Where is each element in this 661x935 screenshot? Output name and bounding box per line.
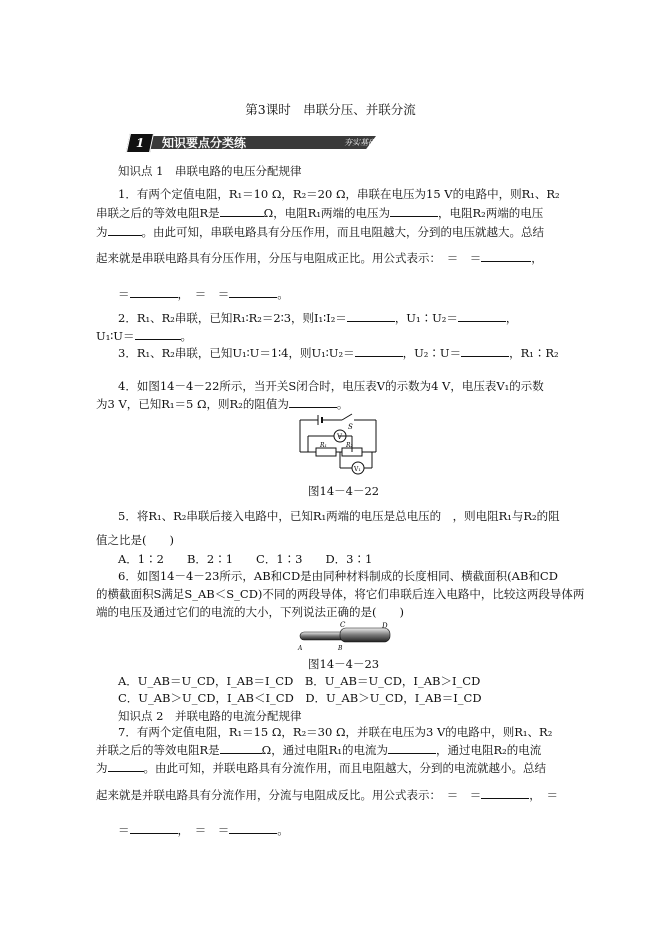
text: 串联之后的等效电阻R是 (96, 206, 220, 220)
page-title: 第3课时 串联分压、并联分流 (245, 102, 416, 117)
q7-line-a: 7．有两个定值电阻，R₁＝15 Ω，R₂＝30 Ω，并联在电压为3 V的电路中，则R₁、R₂ (118, 725, 553, 739)
q6-line-b: 的横截面积S满足S_AB＜S_CD)不同的两段导体，将它们串联后连入电路中，比较这两段导体两 (96, 587, 585, 601)
text: ，U₁∶U₂＝ (394, 311, 458, 325)
text: ，U₂∶U＝ (402, 346, 462, 360)
q6-line-a: 6．如图14－4－23所示，AB和CD是由同种材料制成的长度相同、横截面积(AB和CD (118, 569, 558, 583)
text: 起来就是串联电路具有分压作用，分压与电阻成正比。用公式表示： ＝ ＝ (96, 251, 482, 265)
voltmeter-v-label: V (337, 433, 343, 441)
q1-line-d (96, 250, 543, 266)
circuit-diagram (296, 412, 380, 480)
text: ，R₁∶R₂ (509, 346, 559, 360)
figure-23-caption: 图14－4－23 (308, 657, 380, 671)
r2-label: R₂ (346, 442, 353, 449)
figure-22-caption: 图14－4－22 (308, 484, 380, 498)
answer-blank[interactable] (347, 310, 395, 322)
text: ， ＝ ＝ (177, 287, 230, 301)
q1-line-e (118, 286, 289, 302)
section-heading-2: 知识点 2 并联电路的电流分配规律 (118, 709, 302, 723)
q6-line-c: 端的电压及通过它们的电流的大小，下列说法正确的是( ) (96, 605, 404, 619)
voltmeter-v1-label: V₁ (354, 466, 361, 473)
text: 2．R₁、R₂串联，已知R₁∶R₂＝2∶3，则I₁∶I₂＝ (118, 311, 347, 325)
q1-line-b (96, 205, 543, 221)
answer-blank[interactable] (108, 224, 142, 236)
banner-subtitle: 夯实基础 (344, 138, 376, 147)
text: 为 (96, 761, 108, 775)
q7-line-b (96, 742, 541, 758)
text: 。由此可知，并联电路具有分流作用，而且电阻越大，分到的电流就越小。总结 (143, 761, 546, 775)
q3-line-a (118, 345, 559, 361)
r1-label: R₁ (320, 442, 327, 449)
q1-line-c (96, 224, 544, 240)
answer-blank[interactable] (481, 250, 531, 262)
text: ， ＝ (529, 788, 558, 802)
text: 为3 V，已知R₁＝5 Ω，则R₂的阻值为 (96, 397, 289, 411)
q7-line-e (118, 822, 289, 838)
answer-blank[interactable] (130, 286, 178, 298)
text: 。 (277, 823, 289, 837)
section-heading-1: 知识点 1 串联电路的电压分配规律 (118, 164, 302, 178)
q4-line-b (96, 396, 348, 412)
q7-line-c (96, 760, 546, 776)
text: Ω，通过电阻R₁的电流为 (261, 743, 388, 757)
text: Ω，电阻R₁两端的电压为 (263, 206, 390, 220)
q6-option-ab: A．U_AB＝U_CD，I_AB＝I_CD B．U_AB＝U_CD，I_AB＞I_CD (118, 674, 481, 688)
answer-blank[interactable] (289, 396, 337, 408)
q4-line-a: 4．如图14－4－22所示，当开关S闭合时，电压表V的示数为4 V，电压表V₁的示数 (118, 379, 544, 393)
text: 。 (336, 397, 349, 411)
answer-blank[interactable] (458, 310, 506, 322)
conductor-diagram (296, 620, 396, 652)
text: 。 (277, 287, 289, 301)
label-c: C (340, 621, 346, 629)
text: 3．R₁、R₂串联，已知U₁∶U＝1∶4，则U₁∶U₂＝ (118, 346, 355, 360)
text: ， (505, 311, 518, 325)
answer-blank[interactable] (388, 742, 436, 754)
answer-blank[interactable] (220, 742, 262, 754)
answer-blank[interactable] (229, 286, 277, 298)
switch-label: S (348, 423, 353, 431)
text: 并联之后的等效电阻R是 (96, 743, 220, 757)
answer-blank[interactable] (229, 822, 277, 834)
answer-blank[interactable] (108, 760, 144, 772)
text: ＝ (118, 823, 130, 837)
text: ， ＝ ＝ (177, 823, 230, 837)
text: 起来就是并联电路具有分流作用，分流与电阻成反比。用公式表示： ＝ ＝ (96, 788, 482, 802)
section-banner (118, 132, 386, 152)
text: ， (531, 251, 543, 265)
text: ＝ (118, 287, 130, 301)
q5-line-a: 5．将R₁、R₂串联后接入电路中，已知R₁两端的电压是总电压的 ，则电阻R₁与R₂的阻 (118, 509, 560, 523)
q1-line-a: 1．有两个定值电阻，R₁＝10 Ω，R₂＝20 Ω，串联在电压为15 V的电路中，则R₁、R₂ (118, 187, 560, 201)
answer-blank[interactable] (390, 205, 438, 217)
q2-line-b (96, 328, 192, 344)
banner-number: 1 (126, 133, 154, 153)
answer-blank[interactable] (130, 822, 178, 834)
q5-line-b: 值之比是( ) (96, 533, 174, 547)
text: U₁∶U＝ (96, 329, 135, 343)
text: ，电阻R₂两端的电压 (437, 206, 544, 220)
text: ，通过电阻R₂的电流 (435, 743, 542, 757)
text: 。由此可知，串联电路具有分压作用，而且电阻越大，分到的电压就越大。总结 (141, 225, 544, 239)
answer-blank[interactable] (461, 345, 509, 357)
label-b: B (338, 645, 343, 652)
label-d: D (382, 622, 388, 630)
q5-options: A．1∶2 B．2∶1 C．1∶3 D．3∶1 (118, 552, 373, 566)
answer-blank[interactable] (355, 345, 403, 357)
q6-option-cd: C．U_AB＞U_CD，I_AB＜I_CD D．U_AB＞U_CD，I_AB＝I_CD (118, 691, 482, 705)
label-a: A (298, 645, 303, 652)
q7-line-d (96, 787, 558, 803)
text: 。 (180, 329, 192, 343)
answer-blank[interactable] (481, 787, 529, 799)
answer-blank[interactable] (220, 205, 264, 217)
q2-line-a (118, 310, 517, 326)
text: 为 (96, 225, 108, 239)
answer-blank[interactable] (135, 328, 181, 340)
banner-text: 知识要点分类练 (162, 136, 247, 150)
